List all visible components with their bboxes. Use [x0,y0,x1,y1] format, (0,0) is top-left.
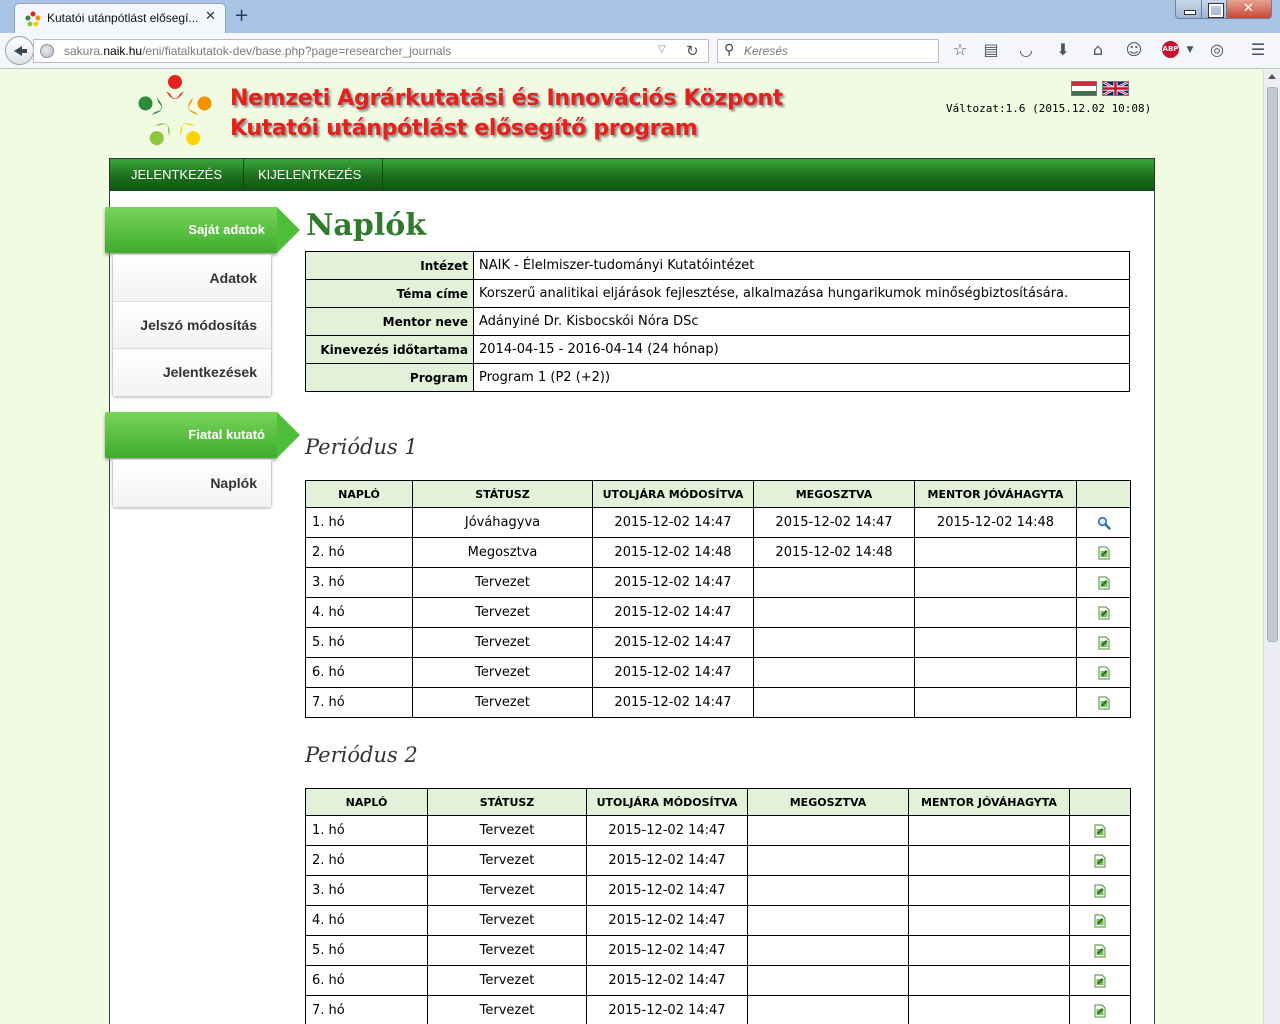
edit-icon[interactable] [1093,943,1107,958]
site-title-line1: Nemzeti Agrárkutatási és Innovációs Központ [230,86,783,111]
back-arrow-icon[interactable] [5,36,34,65]
reading-list-icon[interactable]: ▤ [983,40,999,59]
shared-date [748,906,909,936]
last-modified: 2015-12-02 14:47 [593,568,754,598]
info-label: Intézet [306,252,474,280]
site-title-line2: Kutatói utánpótlást elősegítő program [230,116,698,141]
info-row [306,252,1130,280]
extension-icon[interactable]: ◎ [1210,40,1224,59]
journal-status: Tervezet [413,598,593,628]
addon-dropdown-icon[interactable]: ▼ [1186,45,1194,55]
shared-date [748,846,909,876]
column-header: MEGOSZTVA [748,789,909,816]
naik-logo [134,72,216,154]
journal-name: 4. hó [306,598,413,628]
table-row [306,508,1131,538]
action-cell [1077,598,1131,628]
edit-icon[interactable] [1097,605,1111,620]
sidebar-section-title: Saját adatok [188,222,265,237]
sidebar-section-title: Fiatal kutató [188,427,265,442]
last-modified: 2015-12-02 14:48 [593,538,754,568]
url-domain: naik.hu [103,44,143,58]
mentor-approved [909,846,1070,876]
last-modified: 2015-12-02 14:47 [593,508,754,538]
journal-status: Tervezet [428,816,587,846]
column-header [1077,481,1131,508]
journal-name: 3. hó [306,876,428,906]
shared-date [754,688,915,718]
journal-status: Tervezet [428,906,587,936]
journal-name: 7. hó [306,996,428,1024]
edit-icon[interactable] [1097,665,1111,680]
action-cell [1077,688,1131,718]
column-header [1070,789,1131,816]
journal-status: Tervezet [428,936,587,966]
mentor-approved [915,598,1077,628]
adblock-icon[interactable]: ABP [1162,41,1179,58]
reload-icon[interactable]: ↻ [686,42,699,60]
search-input[interactable] [717,39,939,63]
edit-icon[interactable] [1093,1003,1107,1018]
site-favicon-icon [25,11,41,27]
new-tab-icon[interactable]: + [234,5,250,26]
edit-icon[interactable] [1093,913,1107,928]
info-row [306,280,1130,308]
shared-date [748,936,909,966]
english-flag-icon[interactable] [1102,81,1129,96]
column-header: UTOLJÁRA MÓDOSÍTVA [593,481,754,508]
info-value: Adányiné Dr. Kisbocskói Nóra DSc [474,308,1130,336]
sidebar-item-jelszo-modositas[interactable]: Jelszó módosítás [113,302,271,349]
mentor-approved [915,568,1077,598]
journal-status: Megosztva [413,538,593,568]
mentor-approved [915,658,1077,688]
journal-name: 6. hó [306,966,428,996]
sidebar-item-adatok[interactable]: Adatok [113,255,271,302]
window-maximize-button[interactable] [1201,0,1227,19]
bookmark-star-icon[interactable]: ☆ [952,40,968,59]
last-modified: 2015-12-02 14:47 [593,628,754,658]
last-modified: 2015-12-02 14:47 [587,966,748,996]
table-row [306,658,1131,688]
journal-table-period-1 [305,480,1131,718]
column-header: STÁTUSZ [428,789,587,816]
menu-item-kijelentkezes[interactable]: KIJELENTKEZÉS [237,159,383,190]
table-row [306,996,1131,1024]
browser-tab[interactable] [14,3,226,33]
period-title: Periódus 2 [305,743,418,767]
table-row [306,936,1131,966]
mentor-approved [915,628,1077,658]
last-modified: 2015-12-02 14:47 [587,816,748,846]
journal-status: Tervezet [428,876,587,906]
search-icon: ⚲ [724,42,735,58]
last-modified: 2015-12-02 14:47 [587,846,748,876]
table-row [306,906,1131,936]
mentor-approved [909,966,1070,996]
home-icon[interactable]: ⌂ [1092,40,1104,59]
shared-date [748,966,909,996]
table-row [306,876,1131,906]
sidebar-item-jelentkezesek[interactable]: Jelentkezések [113,349,271,396]
shared-date [754,568,915,598]
shared-date [748,816,909,846]
version-label: Változat:1.6 (2015.12.02 10:08) [946,102,1152,115]
info-label: Program [306,364,474,392]
journal-status: Tervezet [413,568,593,598]
table-row [306,538,1131,568]
edit-icon[interactable] [1093,883,1107,898]
main-menu [109,158,1155,191]
column-header: MEGOSZTVA [754,481,915,508]
info-row [306,336,1130,364]
table-row [306,598,1131,628]
action-cell [1070,906,1131,936]
column-header: NAPLÓ [306,789,428,816]
journal-name: 5. hó [306,628,413,658]
journal-name: 1. hó [306,508,413,538]
mentor-approved [915,688,1077,718]
last-modified: 2015-12-02 14:47 [593,598,754,628]
info-value: NAIK - Élelmiszer-tudományi Kutatóintézet [474,252,1130,280]
page-title: Naplók [306,208,427,243]
url-text: sakura.naik.hu/eni/fiatalkutatok-dev/base.php?page=researcher_journals [64,44,452,58]
action-cell [1077,568,1131,598]
menu-hamburger-icon[interactable]: ☰ [1250,40,1266,59]
journal-name: 7. hó [306,688,413,718]
journal-name: 4. hó [306,906,428,936]
table-row [306,966,1131,996]
mentor-approved: 2015-12-02 14:48 [915,508,1077,538]
edit-icon[interactable] [1093,823,1107,838]
shared-date [754,598,915,628]
tab-close-icon[interactable]: ✕ [205,9,216,24]
shared-date [754,628,915,658]
last-modified: 2015-12-02 14:47 [587,936,748,966]
table-row [306,628,1131,658]
journal-status: Tervezet [428,966,587,996]
mentor-approved [909,876,1070,906]
info-row [306,364,1130,392]
action-cell [1077,508,1131,538]
journal-status: Tervezet [413,688,593,718]
view-icon[interactable] [1097,515,1111,530]
table-row [306,568,1131,598]
info-label: Kinevezés időtartama [306,336,474,364]
last-modified: 2015-12-02 14:47 [587,996,748,1024]
journal-status: Tervezet [413,658,593,688]
action-cell [1070,936,1131,966]
shared-date: 2015-12-02 14:47 [754,508,915,538]
shared-date [754,658,915,688]
journal-name: 1. hó [306,816,428,846]
edit-icon[interactable] [1093,973,1107,988]
edit-icon[interactable] [1097,695,1111,710]
tab-title: Kutatói utánpótlást elősegí... [47,11,199,25]
journal-name: 2. hó [306,538,413,568]
journal-name: 5. hó [306,936,428,966]
scrollbar-thumb[interactable] [1267,87,1278,642]
period-title: Periódus 1 [305,435,418,459]
action-cell [1070,876,1131,906]
column-header: MENTOR JÓVÁHAGYTA [915,481,1077,508]
sidebar-section-fiatal-kutato [105,412,300,460]
search-placeholder: Keresés [744,44,789,58]
menu-item-jelentkezes[interactable]: JELENTKEZÉS [110,159,244,190]
journal-name: 3. hó [306,568,413,598]
column-header: STÁTUSZ [413,481,593,508]
edit-icon[interactable] [1093,853,1107,868]
action-cell [1077,538,1131,568]
journal-status: Jóváhagyva [413,508,593,538]
info-row [306,308,1130,336]
shared-date [748,876,909,906]
scroll-up-arrow-icon[interactable] [1268,74,1276,79]
mentor-approved [909,936,1070,966]
shared-date: 2015-12-02 14:48 [754,538,915,568]
mentor-approved [909,816,1070,846]
site-title [230,84,783,144]
table-row [306,688,1131,718]
shared-date [748,996,909,1024]
page-scrollbar[interactable] [1263,70,1280,1024]
action-cell [1070,816,1131,846]
mentor-approved [915,538,1077,568]
edit-icon[interactable] [1097,635,1111,650]
last-modified: 2015-12-02 14:47 [587,906,748,936]
hungarian-flag-icon[interactable] [1071,81,1097,96]
action-cell [1070,966,1131,996]
journal-status: Tervezet [428,846,587,876]
sidebar-links-sajat-adatok [112,254,272,397]
table-row [306,846,1131,876]
info-value: Korszerű analitikai eljárások fejlesztése, alkalmazása hungarikumok minőségbiztosítására. [474,280,1130,308]
mentor-approved [909,996,1070,1024]
journal-table-period-2 [305,788,1131,1024]
researcher-info-table [305,251,1130,392]
last-modified: 2015-12-02 14:47 [593,658,754,688]
action-cell [1077,628,1131,658]
table-row [306,816,1131,846]
browser-nav-bar [0,33,1280,69]
sidebar-item-naplok[interactable]: Naplók [113,460,271,507]
column-header: UTOLJÁRA MÓDOSÍTVA [587,789,748,816]
last-modified: 2015-12-02 14:47 [593,688,754,718]
info-value: Program 1 (P2 (+2)) [474,364,1130,392]
window-minimize-button[interactable] [1175,0,1202,19]
action-cell [1070,846,1131,876]
edit-icon[interactable] [1097,575,1111,590]
info-label: Téma címe [306,280,474,308]
mentor-approved [909,906,1070,936]
journal-name: 6. hó [306,658,413,688]
pocket-icon[interactable]: ◡ [1019,40,1033,59]
journal-status: Tervezet [428,996,587,1024]
action-cell [1070,996,1131,1024]
info-label: Mentor neve [306,308,474,336]
column-header: NAPLÓ [306,481,413,508]
info-value: 2014-04-15 - 2016-04-14 (24 hónap) [474,336,1130,364]
address-bar[interactable] [33,39,709,63]
chat-icon[interactable]: ☺ [1125,40,1143,59]
sidebar-links-fiatal-kutato [112,459,272,508]
action-cell [1077,658,1131,688]
browser-tab-bar [0,0,1280,33]
edit-icon[interactable] [1097,545,1111,560]
journal-status: Tervezet [413,628,593,658]
sidebar-section-sajat-adatok [105,207,300,255]
globe-icon [40,44,54,58]
last-modified: 2015-12-02 14:47 [587,876,748,906]
column-header: MENTOR JÓVÁHAGYTA [909,789,1070,816]
download-icon[interactable]: ⬇ [1056,40,1070,59]
url-dropdown-icon[interactable]: ▽ [658,44,666,55]
journal-name: 2. hó [306,846,428,876]
window-close-button[interactable] [1226,0,1272,19]
